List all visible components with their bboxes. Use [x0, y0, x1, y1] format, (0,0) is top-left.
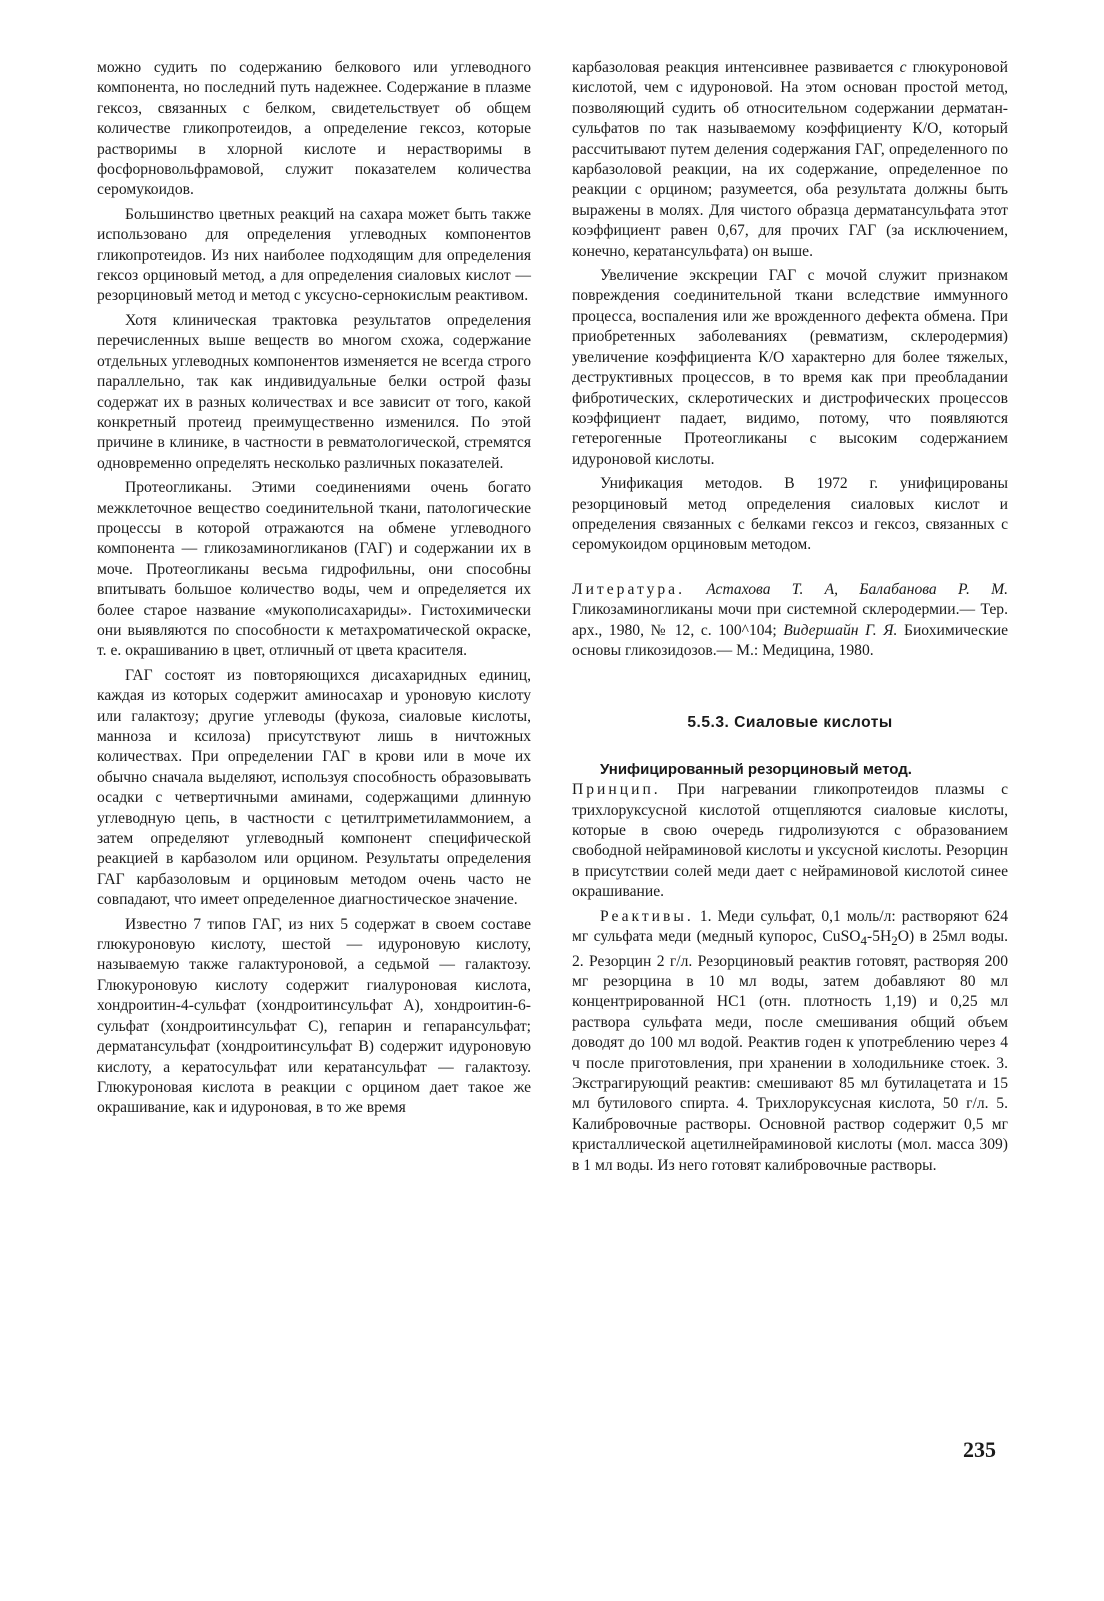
subscript: 4 — [860, 933, 868, 949]
method-title: Унифицированный резорциновый метод. — [600, 760, 912, 778]
text: глюкуроновой кислотой, чем с идуроновой. На этом основан простой метод, позволяющий судить об относительном содержании дерматансульфатов по так называемому коэффициенту К/О, который рассчитывают путем деления содержания ГАГ, определенного по карбазоловой реакции, на их содержание, определенное по реакции с орцином; разумеется, оба результата должны быть выражены в молях. Для чистого образца дерматансульфата этот коэффициент равен 0,67, для прочих ГАГ (за исключением, конечно, кератансульфата) он выше. — [572, 59, 1008, 260]
paragraph — [572, 58, 1008, 262]
paragraph: ГАГ состоят из повторяющихся дисахаридных единиц, каждая из которых содержит аминосахар и уроновую кислоту или галактозу; другие углеводы (фукоза, сиаловые кислоты, манноза и ксилоза) присутствуют лишь в ничтожных количествах. При определении ГАГ в крови или в моче их обычно сначала выделяют, используя способность образовывать осадки с четвертичными аминами, содержащими длинную углеводную цепь, в частности с цетилтриметиламмонием, а затем определяют углеводный компонент специфической реакцией в карбазолом или орцином. Результаты определения ГАГ карбазоловым и орциновым методом очень часто не совпадают, что имеет определенное диагностическое значение. — [97, 666, 531, 909]
author: Видершайн Г. Я. — [783, 621, 898, 639]
paragraph — [572, 907, 1008, 1176]
reagents-label: Реактивы. — [600, 907, 694, 925]
paragraph: Унификация методов. В 1972 г. унифицированы резорциновый метод определения сиаловых кислот и определения связанных с белками гексоз и гексоз, связанных с серомукоидом орциновым методом. — [572, 475, 1008, 554]
paragraph: Увеличение экскреции ГАГ с мочой служит признаком повреждения соединительной ткани вследствие иммунного процесса, воспаления или же врожденного дефекта обмена. При приобретенных заболеваниях (ревматизм, склеродермия) увеличение коэффициента К/О характерно для более тяжелых, деструктивных процессов, в то время как при преобладании фибротических, склеротических и дистрофических процессов коэффициент падает, видимо, потому, что появляются гетерогенные Протеогликаны с высоким содержанием идуроновой кислоты. — [572, 267, 1008, 468]
paragraph: Большинство цветных реакций на сахара может быть также использовано для определения углеводных компонентов гликопротеидов. Из них наиболее подходящим для определения гексоз орциновый метод, а для определения сиаловых кислот — резорциновый метод и метод с уксусно-сернокислым реактивом. — [97, 205, 531, 305]
subscript: 2 — [891, 933, 898, 949]
paragraph: можно судить по содержанию белкового или углеводного компонента, но последний путь надежнее. Содержание в плазме гексоз, связанных с белком, свидетельствует об общем количестве гликопротеидов, а определение гексоз, которые растворимы в хлорной кислоте и нерастворимы в фосфорновольфрамовой, служит показателем количества серомукоидов. — [97, 59, 531, 199]
paragraph: Хотя клиническая трактовка результатов определения перечисленных выше веществ во многом схожа, содержание отдельных углеводных компонентов изменяется не всегда строго параллельно, так как индивидуальные белки острой фазы содержат их в разных количествах и все зависит от того, какой конкретный протеид преимущественно изменился. По этой причине в клинике, в частности в ревматологической, стремятся одновременно определять несколько различных показателей. — [97, 311, 531, 472]
text: Биохимические основы гликозидозов.— М.: Медицина, 1980. — [572, 621, 1008, 659]
text: с — [899, 59, 907, 76]
text: карбазоловая реакция интенсивнее развивается — [572, 59, 900, 76]
principle-label: Принцип. — [572, 781, 661, 799]
text: -5H — [867, 928, 892, 946]
paragraph: Протеогликаны. Этими соединениями очень богато межклеточное вещество соединительной ткани, патологические процессы в которой отражаются на обмене углеводного компонента — гликозаминогликанов (ГАГ) и содержании их в моче. Протеогликаны весьма гидрофильны, они способны впитывать большое количество воды, чем и определяется их более старое название «мукополисахариды». Гистохимически они выявляются по способности к метахроматической окраске, т. е. окрашиванию в цвет, отличный от цвета красителя. — [97, 479, 531, 660]
text: Гликозаминогликаны мочи при системной склеродермии.— Тер. арх., 1980, № 12, с. 100^104; — [572, 601, 1008, 639]
author: Астахова Т. А, Балабанова Р. М. — [706, 580, 1008, 598]
section-heading: 5.5.3. Сиаловые кислоты — [687, 714, 893, 732]
literature-label: Литература. — [572, 580, 685, 598]
text: При нагревании гликопротеидов плазмы с трихлоруксусной кислотой отщепляются сиаловые кислоты, которые в свою очередь гидролизуются с образованием свободной нейраминовой кислоты и уксусной кислоты. Резорцин в присутствии солей меди дает с нейраминовой кислотой синее окрашивание. — [572, 781, 1008, 901]
left-column — [97, 58, 531, 1119]
text: 1. Меди сульфат, 0,1 моль/л: растворяют 624 мг сульфата меди (медный купорос, CuSO — [572, 907, 1008, 946]
literature-reference — [572, 580, 1008, 662]
paragraph: Известно 7 типов ГАГ, из них 5 содержат в своем составе глюкуроновую кислоту, шестой — идуроновую кислоту, называемую также галактуроновой, а седьмой — галактозу. Глюкуроновую кислоту содержит гиалуроновая кислота, хондроитин-4-сульфат (хондроитинсульфат А), хондроитин-6-сульфат (хондроитинсульфат С), гепарин и гепарансульфат; дерматансульфат (хондроитинсульфат В) содержит идуроновую кислоту, а кератосульфат или кератансульфат — галактозу. Глюкуроновая кислота в реакции с орцином дает такое же окрашивание, как и идуроновая, в то же время — [97, 915, 531, 1117]
page-number: 235 — [963, 1437, 996, 1462]
paragraph — [572, 760, 1008, 903]
text: O) в 25мл воды. 2. Резорцин 2 г/л. Резорциновый реактив готовят, растворяя 200 мг резорцина в 10 мл воды, затем добавляют 80 мл концентрированной НС1 (отн. плотность 1,19) и 0,25 мл раствора сульфата меди, после смешивания общий объем доводят до 100 мл водой. Реактив годен к употреблению через 4 ч после приготовления, при хранении в холодильнике стоек. 3. Экстрагирующий реактив: смешивают 85 мл бутилацетата и 15 мл бутилового спирта. 4. Трихлоруксусная кислота, 50 г/л. 5. Калибровочные растворы. Основной раствор содержит 0,5 мг кристаллической ацетилнейраминовой кислоты (мол. масса 309) в 1 мл воды. Из него готовят калибровочные растворы. — [572, 928, 1008, 1174]
right-column — [572, 58, 1008, 1176]
